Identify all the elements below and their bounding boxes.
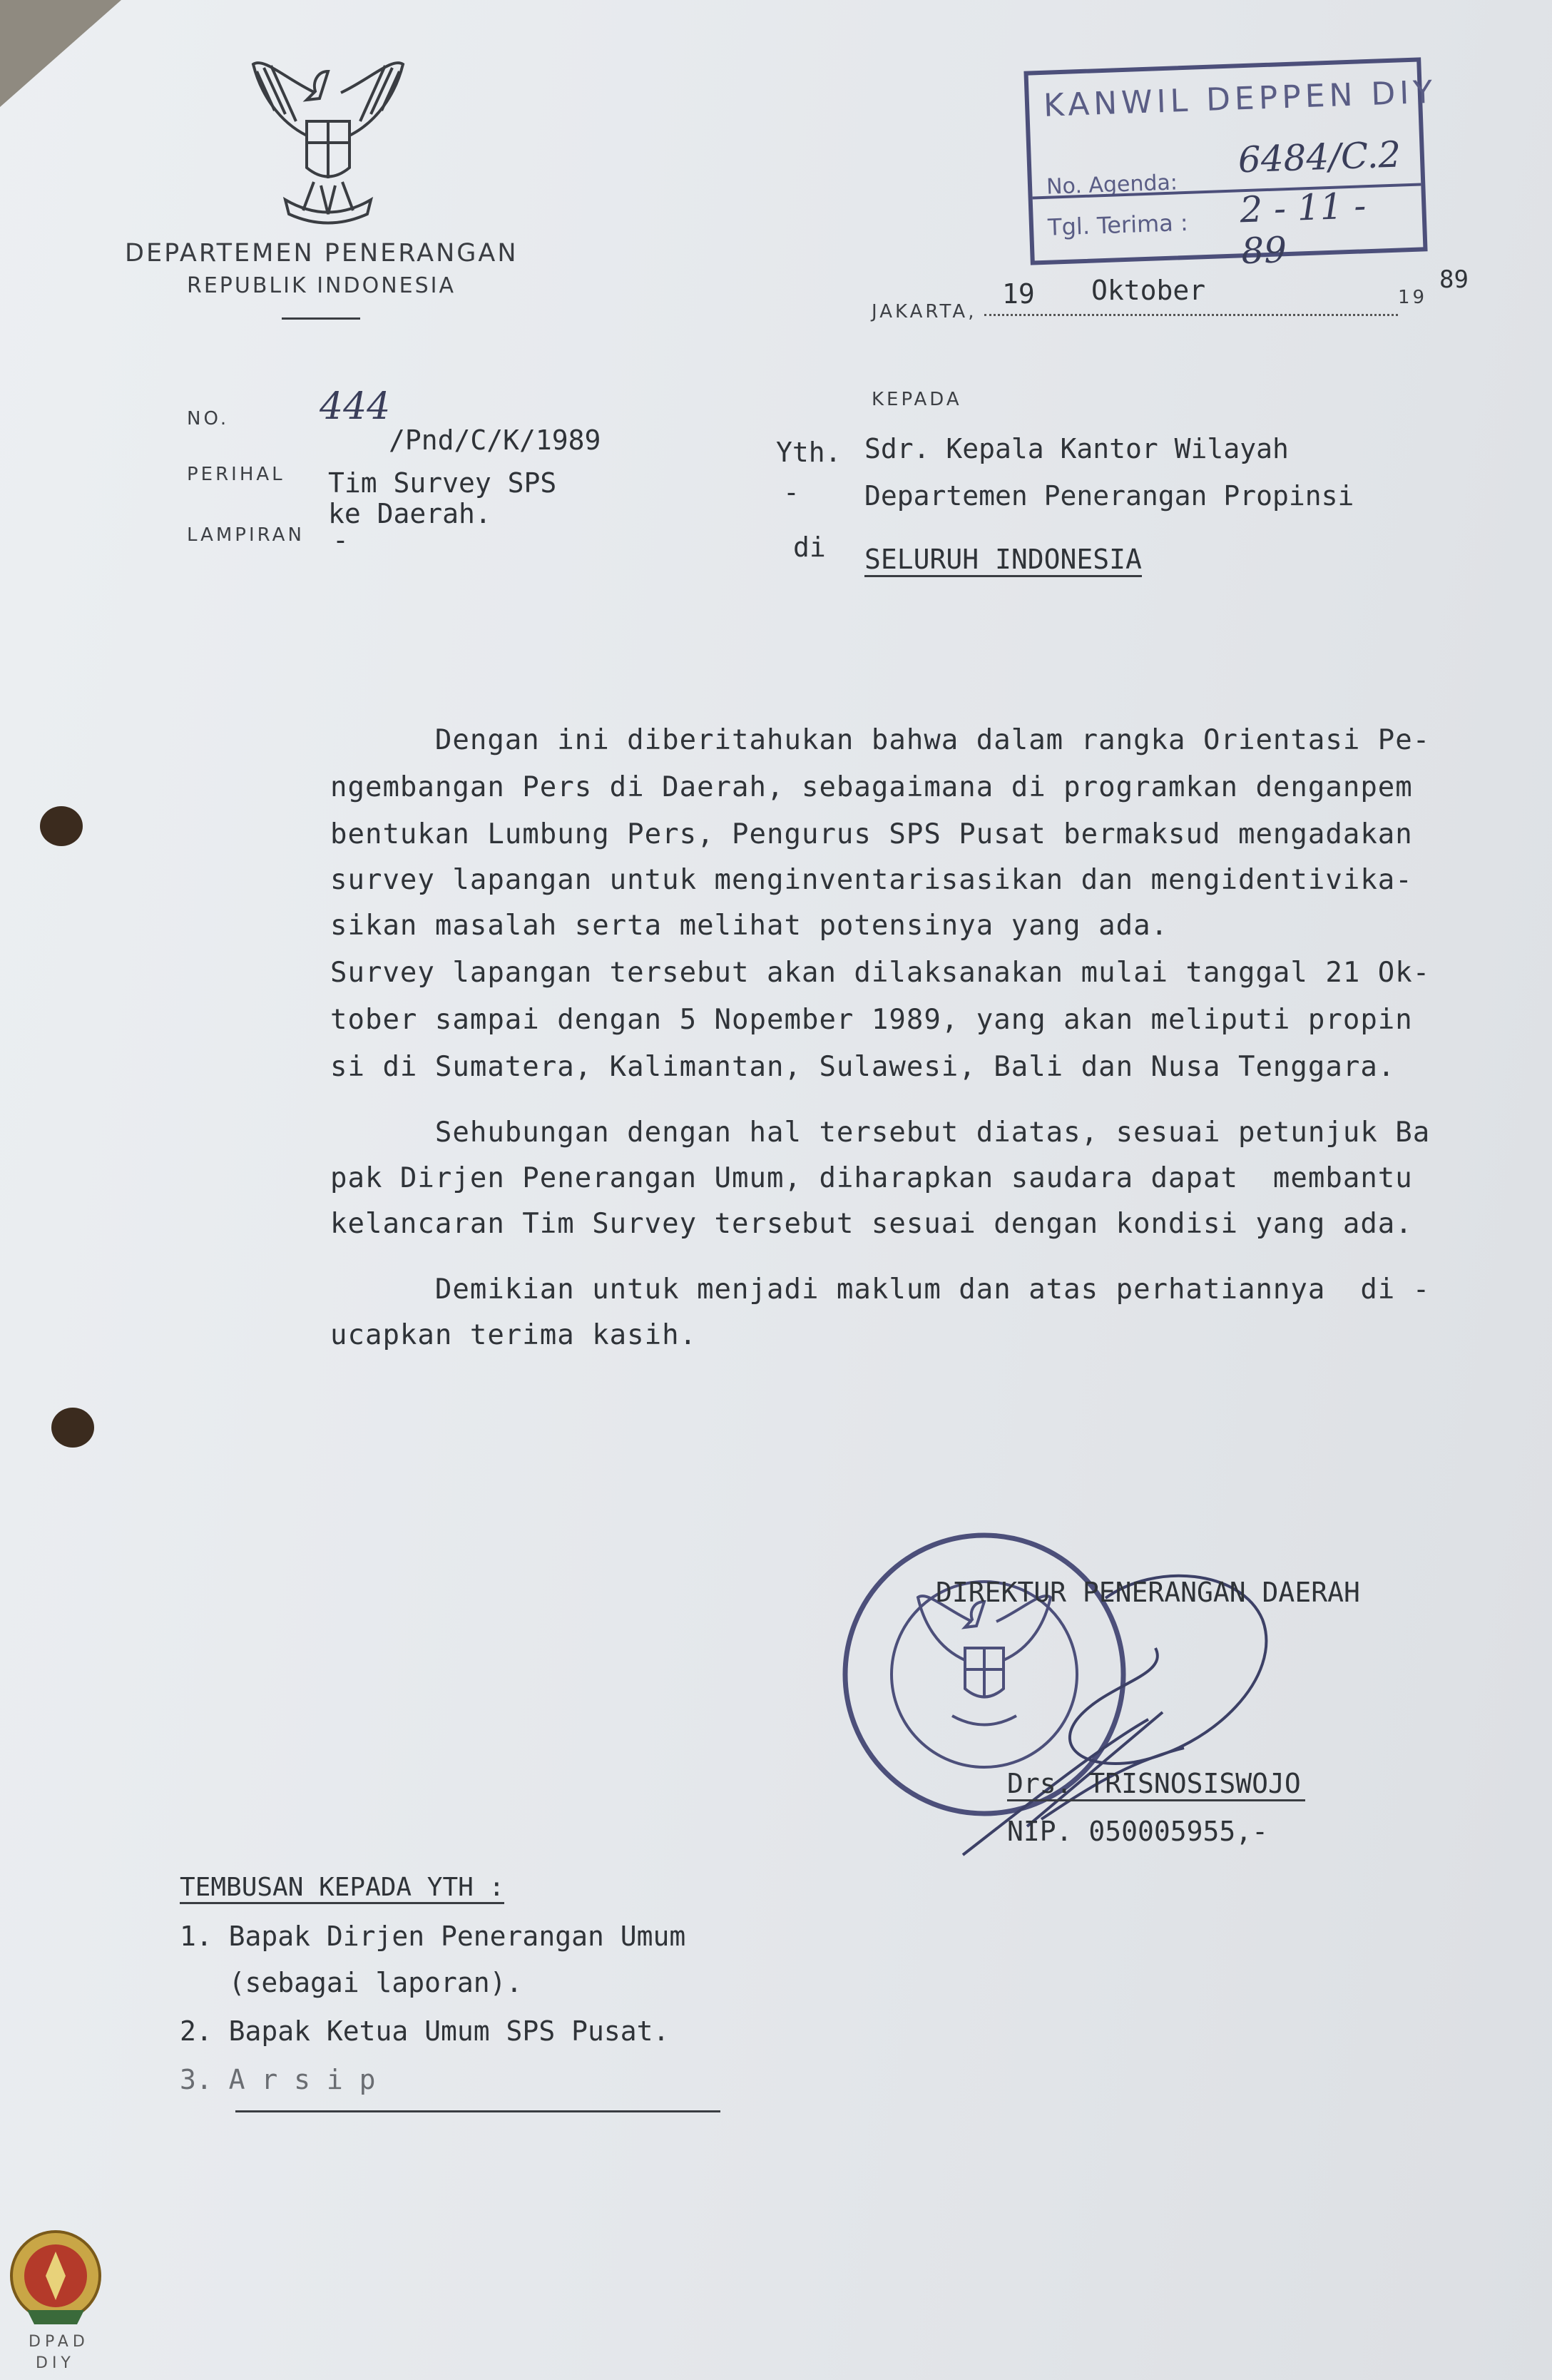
stamp-date-label: Tgl. Terima : bbox=[1047, 208, 1189, 241]
tembusan-item: 3. A r s i p bbox=[180, 2064, 376, 2095]
signature-title: DIREKTUR PENERANGAN DAERAH bbox=[936, 1577, 1360, 1608]
letterhead-line2: REPUBLIK INDONESIA bbox=[187, 273, 456, 298]
ref-lampiran-value: - bbox=[332, 524, 349, 556]
stamp-date-value: 2 - 11 - 89 bbox=[1239, 185, 1367, 273]
received-stamp bbox=[1023, 57, 1437, 273]
ref-no-value: /Pnd/C/K/1989 bbox=[389, 424, 601, 456]
body-line: Sehubungan dengan hal tersebut diatas, sesuai petunjuk Ba bbox=[330, 1117, 1431, 1149]
body-line: sikan masalah serta melihat potensinya yang ada. bbox=[330, 910, 1169, 942]
body-line: Dengan ini diberitahukan bahwa dalam rangka Orientasi Pe- bbox=[330, 724, 1431, 756]
date-year-prefix: 19 bbox=[1398, 287, 1428, 308]
date-year-suffix: 89 bbox=[1439, 265, 1469, 294]
recipient-kepada: KEPADA bbox=[872, 389, 962, 410]
body-line: Survey lapangan tersebut akan dilaksanakan mulai tanggal 21 Ok- bbox=[330, 957, 1431, 989]
ref-perihal-label: PERIHAL bbox=[187, 464, 285, 485]
ref-perihal-line2: ke Daerah. bbox=[328, 498, 491, 529]
tembusan-heading: TEMBUSAN KEPADA YTH : bbox=[180, 1873, 504, 1904]
ref-lampiran-label: LAMPIRAN bbox=[187, 524, 305, 546]
date-dotted-line bbox=[984, 314, 1398, 316]
letterhead-line1: DEPARTEMEN PENERANGAN bbox=[125, 239, 519, 268]
archive-logo-line1: DPAD bbox=[29, 2333, 89, 2351]
stamp-number-label: No. Agenda: bbox=[1046, 170, 1178, 200]
body-line: ucapkan terima kasih. bbox=[330, 1319, 698, 1351]
body-line: si di Sumatera, Kalimantan, Sulawesi, Bali dan Nusa Tenggara. bbox=[330, 1051, 1396, 1083]
recipient-line1: Sdr. Kepala Kantor Wilayah bbox=[864, 433, 1289, 464]
archive-logo-icon bbox=[6, 2224, 106, 2331]
date-day: 19 bbox=[1002, 278, 1035, 310]
letterhead-rule bbox=[282, 317, 360, 320]
recipient-yth: Yth. bbox=[776, 437, 842, 468]
body-line: pak Dirjen Penerangan Umum, diharapkan saudara dapat membantu bbox=[330, 1162, 1413, 1194]
tembusan-item: 2. Bapak Ketua Umum SPS Pusat. bbox=[180, 2015, 670, 2047]
body-line: ngembangan Pers di Daerah, sebagaimana di programkan denganpem bbox=[330, 771, 1413, 803]
body-line: survey lapangan untuk menginventarisasikan dan mengidentivika- bbox=[330, 864, 1413, 896]
stamp-title: KANWIL DEPPEN DIY bbox=[1043, 73, 1437, 124]
recipient-di: di bbox=[793, 532, 826, 563]
stamp-number-value: 6484/C.2 bbox=[1237, 133, 1402, 181]
body-line: bentukan Lumbung Pers, Pengurus SPS Pusat bermaksud mengadakan bbox=[330, 818, 1413, 850]
recipient-line3: SELURUH INDONESIA bbox=[864, 544, 1142, 577]
date-place: JAKARTA, bbox=[872, 301, 977, 322]
tembusan-rule bbox=[235, 2110, 720, 2112]
body-line: kelancaran Tim Survey tersebut sesuai dengan kondisi yang ada. bbox=[330, 1208, 1413, 1240]
ref-no-label: NO. bbox=[187, 408, 230, 429]
tembusan-item: 1. Bapak Dirjen Penerangan Umum bbox=[180, 1921, 686, 1952]
archive-logo-line2: DIY bbox=[36, 2354, 75, 2372]
signature-name: Drs. TRISNOSISWOJO bbox=[1007, 1768, 1305, 1801]
punch-hole bbox=[51, 1408, 94, 1448]
recipient-dash: - bbox=[783, 477, 800, 508]
folded-corner bbox=[0, 0, 121, 107]
ref-no-handwritten: 444 bbox=[320, 385, 391, 428]
date-month: Oktober bbox=[1091, 275, 1206, 306]
recipient-line2: Departemen Penerangan Propinsi bbox=[864, 480, 1354, 512]
garuda-emblem-icon bbox=[235, 43, 421, 235]
tembusan-item: (sebagai laporan). bbox=[180, 1967, 523, 1998]
body-line: Demikian untuk menjadi maklum dan atas perhatiannya di - bbox=[330, 1273, 1431, 1306]
signature-nip: NIP. 050005955,- bbox=[1007, 1816, 1269, 1847]
body-line: tober sampai dengan 5 Nopember 1989, yang akan meliputi propin bbox=[330, 1004, 1413, 1036]
ref-perihal-line1: Tim Survey SPS bbox=[328, 467, 557, 499]
punch-hole bbox=[40, 806, 83, 846]
